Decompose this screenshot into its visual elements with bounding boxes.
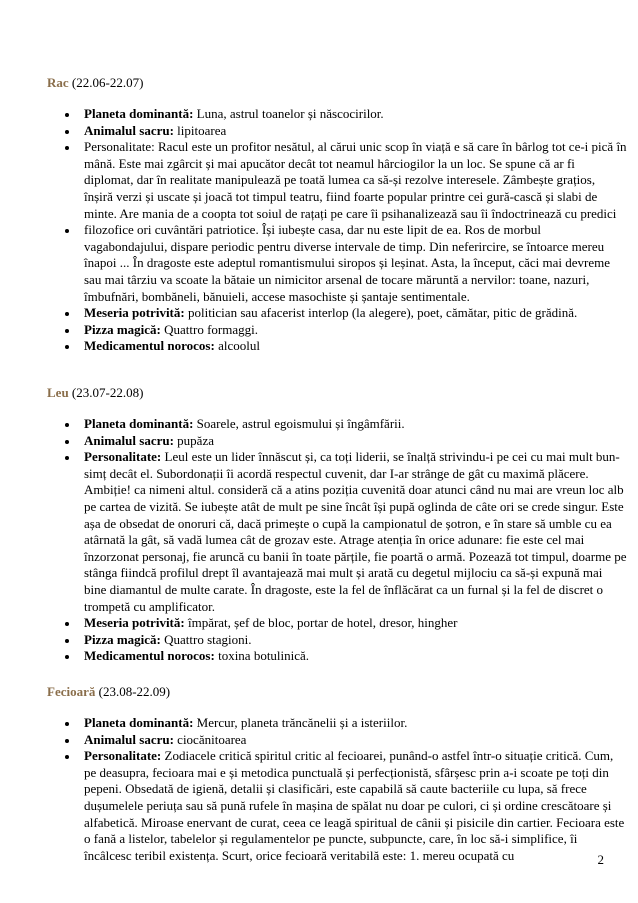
sign-heading-fecioara bbox=[47, 684, 170, 701]
item-text: filozofice ori cuvântări patriotice. Își iubește casa, dar nu este lipit de ea. Ros de morbul vagabondajului, dispare periodic pentru diverse intervale de timp. Din neferircire, se întoarce mereu înapoi ... În dragoste este adeptul romantismului siropos și leșinat. Asta, la început, căci mai devreme sau mai târziu va scoate la bătaie un nimicitor arsenal de tocare măruntă a nervilor: toane, nazuri, îmbufnări, bombăneli, bănuieli, accese masochiste și șantaje sentimentale. bbox=[84, 222, 611, 304]
item-label: Pizza magică: bbox=[84, 631, 161, 647]
item-text: pupăza bbox=[173, 432, 214, 448]
trait-list-fecioara bbox=[47, 715, 627, 864]
list-item-animal bbox=[84, 732, 627, 749]
item-text: ciocănitoarea bbox=[173, 731, 247, 747]
page-number: 2 bbox=[597, 852, 604, 867]
item-label: Animalul sacru: bbox=[84, 432, 174, 448]
item-text: toxina botulinică. bbox=[214, 648, 310, 664]
list-item-personality bbox=[84, 748, 627, 864]
item-label: Planeta dominantă: bbox=[84, 106, 194, 121]
list-item-personality bbox=[84, 139, 627, 222]
item-text: Zodiacele critică spiritul critic al fecioarei, punând-o astfel într-o situație critică. Cum, pe deasupra, fecioara mai e și metodica punctuală și perfecționistă, sfârșesc prin a-i scoate pe toți din pepeni. Obsedată de igienă, detalii și clasificări, este capabilă să caute bacteriile cu lupa, să frece dușumelele periuța sau să pună rufele în mașina de spălat nu doar pe culori, ci și ordine crescătoare și alfabetică. Miroase enervant de curat, ceea ce leagă spiritual de cânii și pisicile din cartier. Fecioara este o fană a listelor, tabelelor și regulamentelor pe puncte, subpuncte, care, în loc să-i simplifice, îi încâlcesc teribil existența. Scurt, orice fecioară veritabilă este: 1. mereu ocupată cu bbox=[84, 748, 625, 863]
list-item-medicine bbox=[84, 338, 627, 355]
item-text: Quattro formaggi. bbox=[160, 321, 259, 337]
list-item-pizza bbox=[84, 632, 627, 649]
item-label: Personalitate: bbox=[84, 449, 162, 465]
list-item-planet bbox=[84, 715, 627, 732]
sign-dates: (23.08-22.09) bbox=[98, 684, 171, 699]
item-label: Medicamentul norocos: bbox=[84, 338, 215, 354]
item-text: Luna, astrul toanelor și născocirilor. bbox=[193, 106, 384, 121]
list-item-personality bbox=[84, 449, 627, 615]
item-text: Quattro stagioni. bbox=[160, 631, 252, 647]
item-text: Leul este un lider înnăscut și, ca toți liderii, se înalță strivindu-i pe cei cu mai mult bun-simț decât el. Subordonații îi acordă respectul cuvenit, dar I-ar strânge de gât cu maximă plăcere. Ambiție! ca nimeni altul. consideră că a atins poziția cuvenită doar atunci când nu mai are vreun loc alb pe cartea de vizită. Se iubește atât de mult pe sine încât își pupă oglinda de câte ori se crede singur. Este așa de obsedat de onoruri că, dacă primește o cupă la campionatul de șotron, e în stare să umble cu ea atârnată la gât, să vadă lumea cât de grozav este. Atrage atenția în orice adunare: fie este cel mai înzorzonat personaj, fie aruncă cu banii în toate părțile, fie poartă o armă. Pozează tot timpul, doarme pe stânga fiindcă profilul drept îl avantajează mai mult și arată cu degetul mijlociu ca să-și expună mai bine diamantul de multe carate. În dragoste, este la fel de înflăcărat ca un furnal și la fel de discret o trompetă cu amplificator. bbox=[84, 449, 627, 614]
sign-name: Rac bbox=[47, 75, 69, 90]
sign-heading-rac bbox=[47, 75, 143, 92]
sign-heading-leu bbox=[47, 385, 143, 402]
sign-dates: (23.07-22.08) bbox=[71, 385, 144, 400]
list-item-animal bbox=[84, 433, 627, 450]
list-item-planet bbox=[84, 106, 627, 123]
list-item-planet bbox=[84, 416, 627, 433]
trait-list-leu bbox=[47, 416, 627, 665]
item-label: Animalul sacru: bbox=[84, 122, 174, 138]
item-label: Meseria potrivită: bbox=[84, 615, 185, 631]
list-item-pizza bbox=[84, 322, 627, 339]
item-text: Mercur, planeta trăncănelii și a isteriilor. bbox=[193, 715, 408, 730]
list-item-medicine bbox=[84, 648, 627, 665]
item-text: Soarele, astrul egoismului și îngâmfării. bbox=[193, 416, 405, 431]
item-text: împărat, șef de bloc, portar de hotel, dresor, hingher bbox=[184, 615, 458, 631]
item-text: Personalitate: Racul este un profitor nesătul, al cărui unic scop în viață e să care în bârlog tot ce-i pică în mână. Este mai zgârcit și mai apucător decât tot neamul hârciogilor la un loc. Se spune că ar fi diplomat, dar în realitate manipulează pe toată lumea ca să-și rezolve interesele. Zâmbește grațios, înșiră verzi și uscate și joacă tot timpul teatru, fiind foarte popular printre cei gură-cască și slabi de minte. Are mania de a coopta tot soiul de rațați pe care îi psihanalizează sau îi îndoctrinează cu predici bbox=[84, 139, 627, 221]
list-item-personality-continued bbox=[84, 222, 627, 305]
sign-name: Fecioară bbox=[47, 684, 96, 699]
item-label: Pizza magică: bbox=[84, 321, 161, 337]
sign-name: Leu bbox=[47, 385, 69, 400]
list-item-animal bbox=[84, 123, 627, 140]
trait-list-rac bbox=[47, 106, 627, 355]
item-label: Animalul sacru: bbox=[84, 731, 174, 747]
item-label: Meseria potrivită: bbox=[84, 305, 185, 321]
list-item-job bbox=[84, 305, 627, 322]
item-text: alcoolul bbox=[214, 338, 260, 354]
item-label: Planeta dominantă: bbox=[84, 715, 194, 730]
sign-dates: (22.06-22.07) bbox=[71, 75, 144, 90]
item-label: Planeta dominantă: bbox=[84, 416, 194, 431]
item-text: lipitoarea bbox=[173, 122, 227, 138]
item-label: Personalitate: bbox=[84, 748, 162, 764]
list-item-job bbox=[84, 615, 627, 632]
item-text: politician sau afacerist interlop (la alegere), poet, cămătar, pitic de grădină. bbox=[184, 305, 578, 321]
item-label: Medicamentul norocos: bbox=[84, 648, 215, 664]
